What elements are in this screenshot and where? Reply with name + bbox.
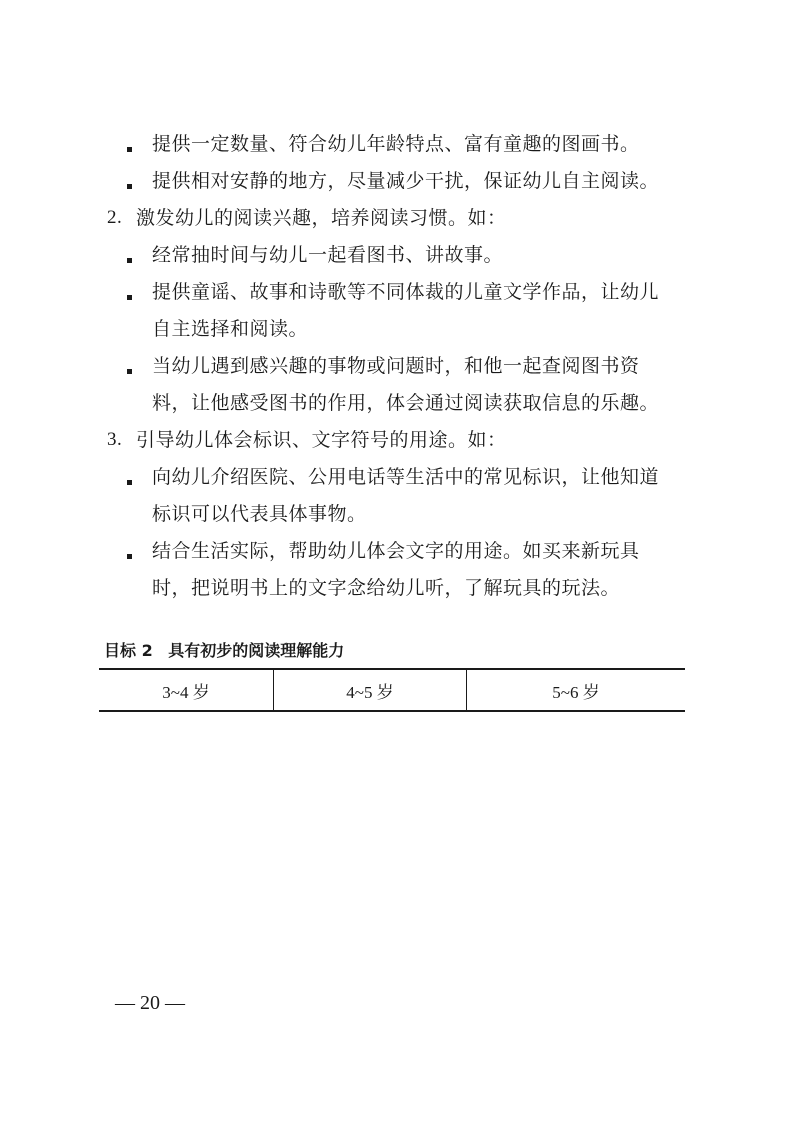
bullet-marker xyxy=(127,258,132,263)
page-number: — 20 — xyxy=(115,992,185,1014)
bullet-text: 提供相对安静的地方，尽量减少干扰，保证幼儿自主阅读。 xyxy=(152,170,660,192)
bullet-text: 提供童谣、故事和诗歌等不同体裁的儿童文学作品，让幼儿 xyxy=(152,281,660,303)
age-group-table xyxy=(99,668,685,712)
bullet-text: 当幼儿遇到感兴趣的事物或问题时，和他一起查阅图书资 xyxy=(152,355,640,377)
list-item-text: 激发幼儿的阅读兴趣，培养阅读习惯。如： xyxy=(136,207,507,229)
bullet-marker xyxy=(127,554,132,559)
list-item-text: 引导幼儿体会标识、文字符号的用途。如： xyxy=(136,429,507,451)
bullet-marker xyxy=(127,184,132,189)
bullet-marker xyxy=(127,147,132,152)
bullet-text-continuation: 自主选择和阅读。 xyxy=(152,318,309,340)
bullet-marker xyxy=(127,480,132,485)
bullet-text-continuation: 时，把说明书上的文字念给幼儿听，了解玩具的玩法。 xyxy=(152,577,621,599)
bullet-marker xyxy=(127,295,132,300)
list-number: 2. xyxy=(107,207,123,228)
table-header-row xyxy=(99,669,685,711)
goal-label: 目标 2 xyxy=(104,641,153,660)
column-header-3-4: 3~4 岁 xyxy=(99,669,274,711)
bullet-text-continuation: 标识可以代表具体事物。 xyxy=(152,503,367,525)
bullet-text-continuation: 料，让他感受图书的作用，体会通过阅读获取信息的乐趣。 xyxy=(152,392,660,414)
bullet-text: 向幼儿介绍医院、公用电话等生活中的常见标识，让他知道 xyxy=(152,466,660,488)
bullet-text: 经常抽时间与幼儿一起看图书、讲故事。 xyxy=(152,244,504,266)
goal-title: 具有初步的阅读理解能力 xyxy=(168,641,345,660)
bullet-marker xyxy=(127,369,132,374)
bullet-text: 提供一定数量、符合幼儿年龄特点、富有童趣的图画书。 xyxy=(152,133,640,155)
column-header-5-6: 5~6 岁 xyxy=(467,669,686,711)
list-number: 3. xyxy=(107,429,123,450)
bullet-text: 结合生活实际，帮助幼儿体会文字的用途。如买来新玩具 xyxy=(152,540,640,562)
column-header-4-5: 4~5 岁 xyxy=(274,669,467,711)
goal-heading xyxy=(104,640,344,662)
